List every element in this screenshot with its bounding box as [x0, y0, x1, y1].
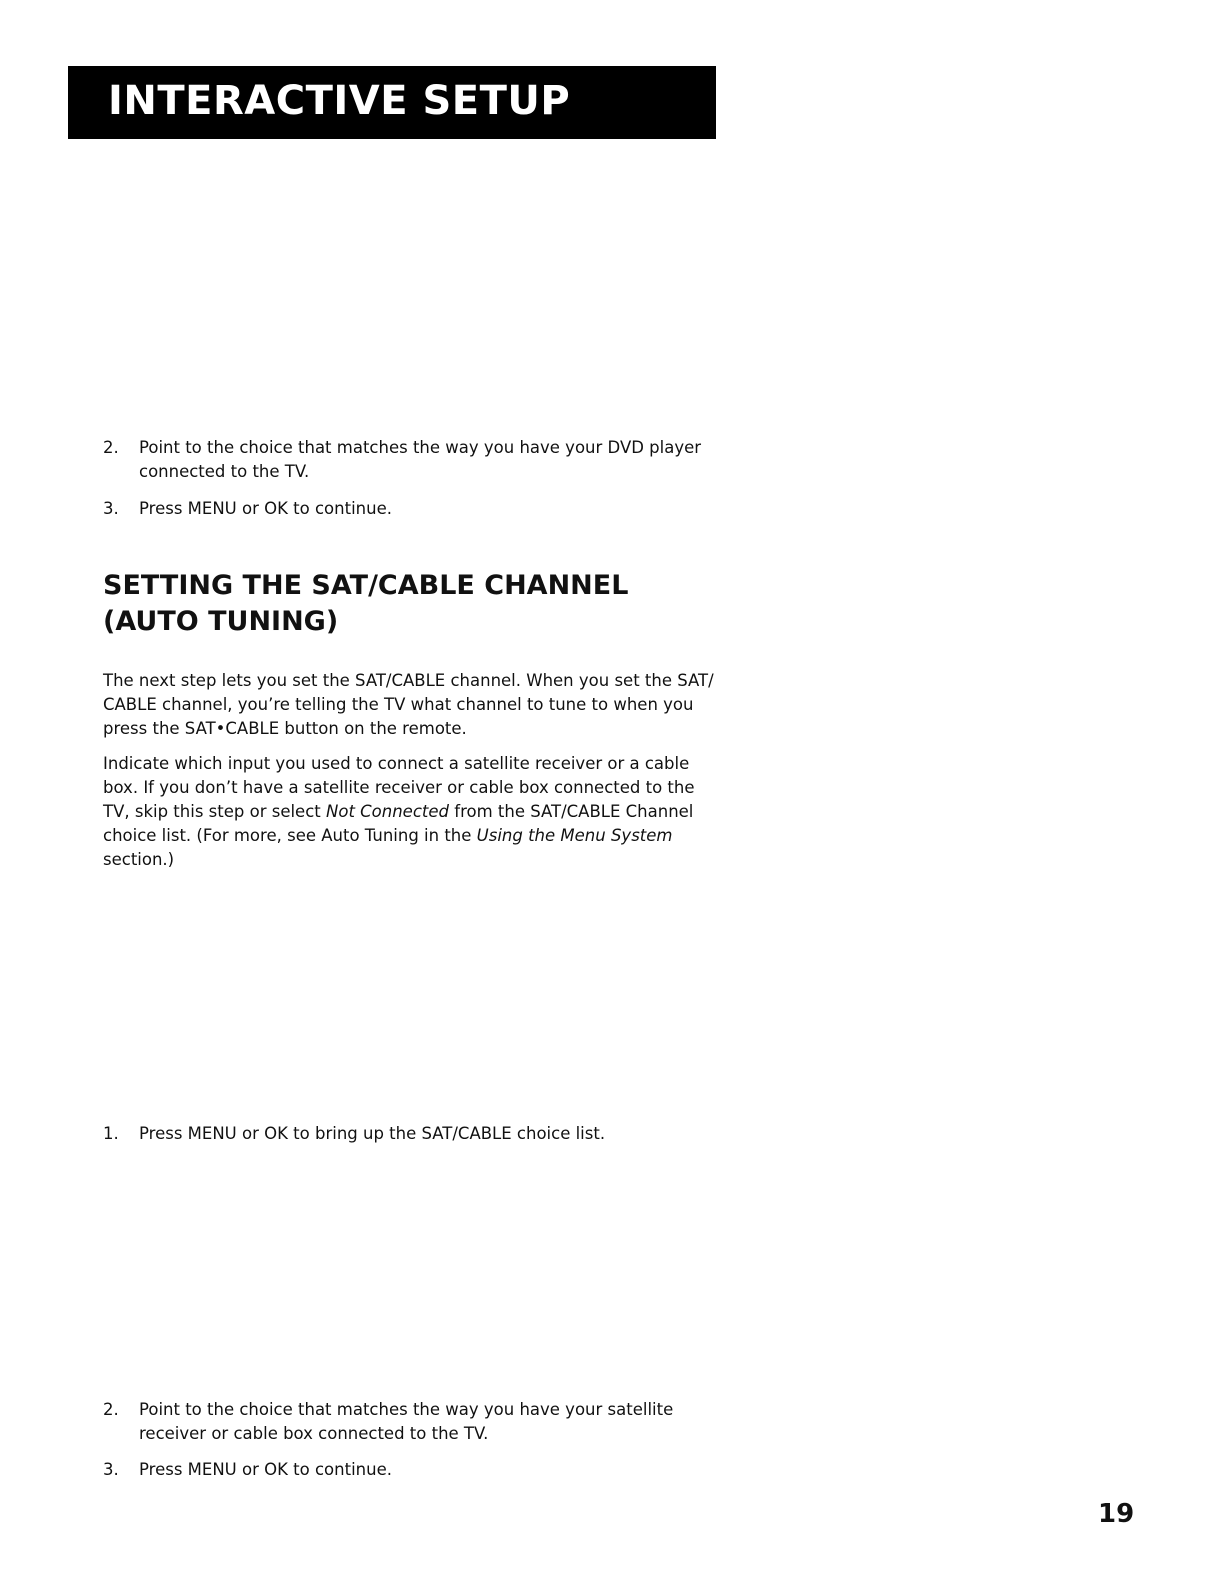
section-heading: SETTING THE SAT/CABLE CHANNEL (AUTO TUNING): [103, 570, 629, 637]
list-item: [103, 1398, 723, 1446]
emphasis-menu-system: Using the Menu System: [476, 826, 673, 845]
list-item: [103, 436, 723, 484]
step-number: 2.: [103, 1400, 119, 1419]
step-number: 3.: [103, 1460, 119, 1479]
list-item: [103, 497, 723, 521]
step-text: Press MENU or OK to continue.: [139, 1460, 392, 1479]
page-number: 19: [1098, 1499, 1135, 1529]
step-text: Press MENU or OK to bring up the SAT/CABLE choice list.: [139, 1124, 606, 1143]
step-number: 3.: [103, 499, 119, 518]
paragraph-text: from the SAT/CABLE Channel choice list. (For more, see Auto Tuning in the: [103, 802, 694, 845]
step-number: 2.: [103, 438, 119, 457]
emphasis-not-connected: Not Connected: [326, 802, 450, 821]
step-text: Point to the choice that matches the way you have your satellite receiver or cable box connected to the TV.: [139, 1400, 674, 1443]
list-item: [103, 1122, 723, 1146]
instruction-paragraph: [103, 752, 718, 872]
step-number: 1.: [103, 1124, 119, 1143]
header-bar: [68, 66, 716, 139]
step-text: Press MENU or OK to continue.: [139, 499, 392, 518]
page-title: INTERACTIVE SETUP: [108, 78, 571, 124]
intro-paragraph: The next step lets you set the SAT/CABLE channel. When you set the SAT/ CABLE channel, you’re telling the TV what channel to tune to when you press the SAT•CABLE button on the remote.: [103, 671, 714, 738]
paragraph-text: Indicate which input you used to connect a satellite receiver or a cable box. If you don’t have a satellite receiver or cable box connected to the TV, skip this step or select: [103, 754, 695, 821]
list-item: [103, 1458, 723, 1482]
step-text: Point to the choice that matches the way you have your DVD player connected to the TV.: [139, 438, 702, 481]
paragraph-text: section.): [103, 850, 175, 869]
